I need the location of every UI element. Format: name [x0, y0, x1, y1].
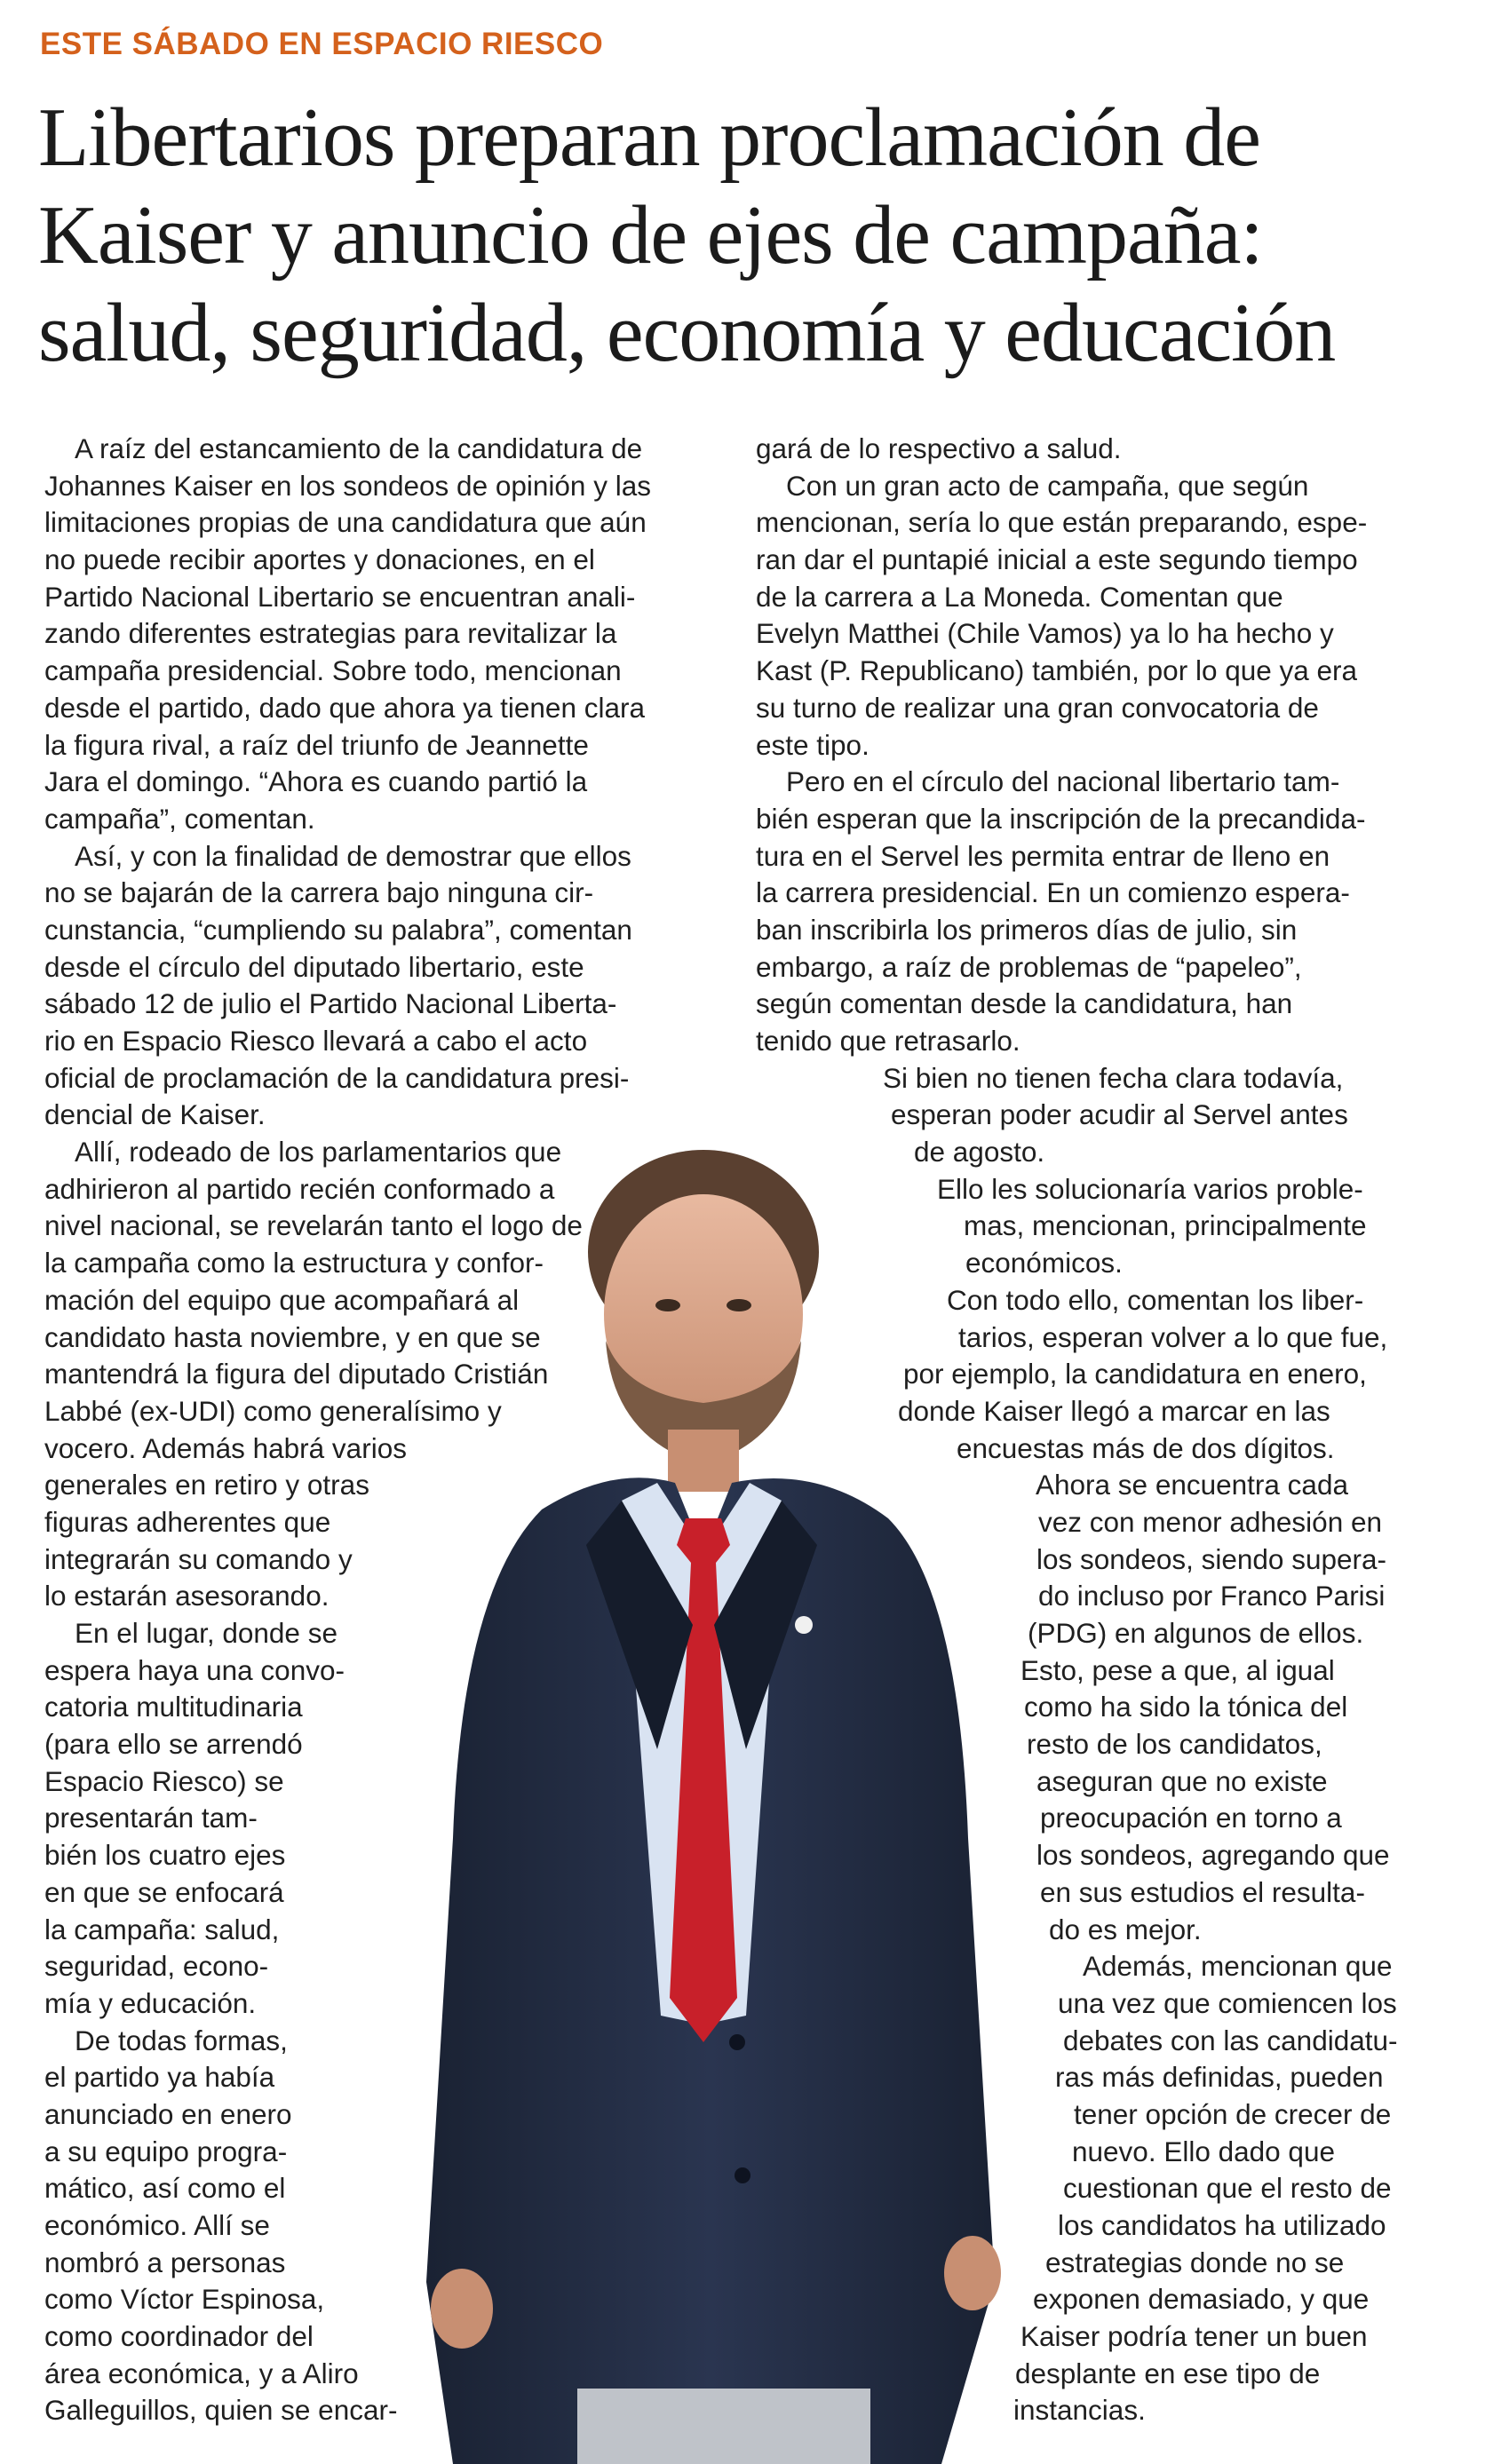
- article-text-line: Espacio Riesco) se: [44, 1764, 284, 1797]
- article-text-line: como coordinador del: [44, 2320, 314, 2353]
- article-text-line: según comentan desde la candidatura, han: [756, 987, 1293, 1020]
- article-text-line: anunciado en enero: [44, 2097, 292, 2130]
- article-text-line: exponen demasiado, y que: [1033, 2283, 1370, 2316]
- article-text-line: ras más definidas, pueden: [1055, 2061, 1384, 2094]
- article-text-line: dencial de Kaiser.: [44, 1098, 266, 1131]
- article-text-line: como Víctor Espinosa,: [44, 2283, 325, 2316]
- article-text-line: gará de lo respectivo a salud.: [756, 432, 1122, 464]
- article-text-line: mación del equipo que acompañará al: [44, 1283, 520, 1316]
- article-text-line: esperan poder acudir al Servel antes: [891, 1098, 1348, 1131]
- article-text-line: los candidatos ha utilizado: [1058, 2209, 1386, 2241]
- article-text-line: económicos.: [965, 1247, 1123, 1280]
- article-text-line: Johannes Kaiser en los sondeos de opinión y las: [44, 469, 651, 502]
- article-text-line: cuestionan que el resto de: [1063, 2172, 1392, 2205]
- article-text-line: Labbé (ex-UDI) como generalísimo y: [44, 1394, 502, 1427]
- article-text-line: nuevo. Ello dado que: [1072, 2135, 1335, 2167]
- article-text-line: campaña”, comentan.: [44, 802, 315, 835]
- article-text-line: los sondeos, siendo supera-: [1036, 1542, 1386, 1575]
- article-text-line: Partido Nacional Libertario se encuentran anali-: [44, 580, 636, 613]
- article-text-line: vocero. Además habrá varios: [44, 1431, 407, 1464]
- article-text-line: aseguran que no existe: [1036, 1764, 1328, 1797]
- article-text-line: (PDG) en algunos de ellos.: [1028, 1617, 1364, 1649]
- article-text-line: económico. Allí se: [44, 2209, 270, 2241]
- article-text-line: en sus estudios el resulta-: [1040, 1875, 1365, 1908]
- article-text-line: espera haya una convo-: [44, 1653, 345, 1686]
- headline-line: Kaiser y anuncio de ejes de campaña:: [38, 189, 1263, 281]
- article-text-line: De todas formas,: [75, 2024, 288, 2056]
- article-text-line: por ejemplo, la candidatura en enero,: [903, 1358, 1367, 1390]
- article-text-line: donde Kaiser llegó a marcar en las: [898, 1394, 1330, 1427]
- article-text-line: Esto, pese a que, al igual: [1020, 1653, 1335, 1686]
- article-text-line: encuestas más de dos dígitos.: [957, 1431, 1335, 1464]
- article-text-line: nivel nacional, se revelarán tanto el logo de: [44, 1209, 583, 1242]
- article-text-line: tarios, esperan volver a lo que fue,: [958, 1320, 1388, 1353]
- article-text-line: Con un gran acto de campaña, que según: [786, 469, 1309, 502]
- article-text-line: de la carrera a La Moneda. Comentan que: [756, 580, 1283, 613]
- article-text-line: Kast (P. Republicano) también, por lo que ya era: [756, 654, 1358, 687]
- article-text-line: catoria multitudinaria: [44, 1691, 303, 1723]
- article-text-line: preocupación en torno a: [1040, 1802, 1342, 1834]
- article-text-line: figuras adherentes que: [44, 1505, 331, 1538]
- article-text-line: a su equipo progra-: [44, 2135, 288, 2167]
- article-column-right: [756, 431, 1398, 2429]
- article-text-line: Si bien no tienen fecha clara todavía,: [883, 1061, 1344, 1094]
- article-text-line: seguridad, econo-: [44, 1950, 269, 1983]
- article-text-line: la carrera presidencial. En un comienzo espera-: [756, 876, 1350, 909]
- article-text-line: limitaciones propias de una candidatura que aún: [44, 506, 647, 539]
- article-text-line: do es mejor.: [1049, 1913, 1202, 1945]
- article-text-line: bién esperan que la inscripción de la precandida-: [756, 802, 1366, 835]
- article-text-line: Kaiser podría tener un buen: [1020, 2320, 1368, 2353]
- article-text-line: ran dar el puntapié inicial a este segundo tiempo: [756, 543, 1358, 576]
- article-text-line: una vez que comiencen los: [1058, 1986, 1397, 2019]
- article-text-line: mía y educación.: [44, 1986, 257, 2019]
- article-text-line: cunstancia, “cumpliendo su palabra”, comentan: [44, 913, 632, 946]
- article-text-line: do incluso por Franco Parisi: [1038, 1580, 1386, 1612]
- article-text-line: presentarán tam-: [44, 1802, 258, 1834]
- article-text-line: desplante en ese tipo de: [1015, 2357, 1321, 2389]
- article-text-line: adhirieron al partido recién conformado a: [44, 1172, 555, 1205]
- article-text-line: instancias.: [1013, 2394, 1146, 2427]
- article-text-line: Ello les solucionaría varios proble-: [937, 1172, 1363, 1205]
- article-text-line: ban inscribirla los primeros días de julio, sin: [756, 913, 1298, 946]
- article-text-line: en que se enfocará: [44, 1875, 284, 1908]
- article-text-line: Jara el domingo. “Ahora es cuando partió la: [44, 765, 588, 798]
- article-text-line: mas, mencionan, principalmente: [964, 1209, 1367, 1242]
- article-text-line: mencionan, sería lo que están preparando, espe-: [756, 506, 1368, 539]
- article-text-line: debates con las candidatu-: [1063, 2024, 1398, 2056]
- article-text-line: desde el partido, dado que ahora ya tienen clara: [44, 691, 645, 724]
- article-text-line: generales en retiro y otras: [44, 1469, 369, 1501]
- article-text-line: el partido ya había: [44, 2061, 275, 2094]
- article-text-line: bién los cuatro ejes: [44, 1839, 286, 1872]
- article-text-line: embargo, a raíz de problemas de “papeleo”,: [756, 950, 1302, 983]
- article-text-line: Ahora se encuentra cada: [1036, 1469, 1348, 1501]
- article-text-line: resto de los candidatos,: [1027, 1728, 1322, 1761]
- article-text-line: Pero en el círculo del nacional libertario tam-: [786, 765, 1340, 798]
- article-kicker: ESTE SÁBADO EN ESPACIO RIESCO: [40, 27, 604, 61]
- article-text-line: los sondeos, agregando que: [1036, 1839, 1390, 1872]
- article-text-line: área económica, y a Aliro: [44, 2357, 359, 2389]
- headline-line: Libertarios preparan proclamación de: [38, 91, 1260, 184]
- article-text-line: Evelyn Matthei (Chile Vamos) ya lo ha hecho y: [756, 617, 1334, 650]
- article-text-line: la campaña: salud,: [44, 1913, 280, 1945]
- article-text-line: mantendrá la figura del diputado Cristián: [44, 1358, 549, 1390]
- article-text-line: tener opción de crecer de: [1074, 2097, 1392, 2130]
- article-text-line: zando diferentes estrategias para revitalizar la: [44, 617, 617, 650]
- article-text-line: su turno de realizar una gran convocatoria de: [756, 691, 1319, 724]
- article-column-left: [44, 431, 651, 2429]
- article-text-line: no se bajarán de la carrera bajo ninguna cir-: [44, 876, 594, 909]
- article-text-line: no puede recibir aportes y donaciones, en el: [44, 543, 595, 576]
- article-text-line: campaña presidencial. Sobre todo, mencionan: [44, 654, 622, 687]
- article-text-line: Así, y con la finalidad de demostrar que ellos: [75, 839, 631, 872]
- article-text-line: Además, mencionan que: [1083, 1950, 1393, 1983]
- article-text-line: Galleguillos, quien se encar-: [44, 2394, 398, 2427]
- article-text-line: tenido que retrasarlo.: [756, 1025, 1020, 1057]
- article-text-line: rio en Espacio Riesco llevará a cabo el acto: [44, 1025, 588, 1057]
- article-headline: [38, 89, 1477, 382]
- headline-line: salud, seguridad, economía y educación: [38, 287, 1336, 379]
- article-text-line: En el lugar, donde se: [75, 1617, 338, 1649]
- article-text-line: nombró a personas: [44, 2246, 286, 2278]
- article-text-line: A raíz del estancamiento de la candidatura de: [75, 432, 643, 464]
- article-text-line: estrategias donde no se: [1045, 2246, 1345, 2278]
- article-text-line: oficial de proclamación de la candidatura presi-: [44, 1061, 630, 1094]
- article-text-line: integrarán su comando y: [44, 1542, 353, 1575]
- article-text-line: sábado 12 de julio el Partido Nacional Liberta-: [44, 987, 617, 1020]
- article-text-line: candidato hasta noviembre, y en que se: [44, 1320, 541, 1353]
- article-text-line: mático, así como el: [44, 2172, 286, 2205]
- article-text-line: desde el círculo del diputado libertario, este: [44, 950, 584, 983]
- article-text-line: este tipo.: [756, 728, 870, 761]
- article-text-line: la campaña como la estructura y confor-: [44, 1247, 544, 1280]
- article-text-line: Allí, rodeado de los parlamentarios que: [75, 1136, 562, 1169]
- article-text-line: de agosto.: [914, 1136, 1045, 1169]
- article-text-line: Con todo ello, comentan los liber-: [947, 1283, 1364, 1316]
- article-text-line: lo estarán asesorando.: [44, 1580, 330, 1612]
- article-text-line: (para ello se arrendó: [44, 1728, 303, 1761]
- article-text-line: la figura rival, a raíz del triunfo de Jeannette: [44, 728, 589, 761]
- article-text-line: vez con menor adhesión en: [1038, 1505, 1382, 1538]
- article-text-line: tura en el Servel les permita entrar de lleno en: [756, 839, 1330, 872]
- article-text-line: como ha sido la tónica del: [1024, 1691, 1348, 1723]
